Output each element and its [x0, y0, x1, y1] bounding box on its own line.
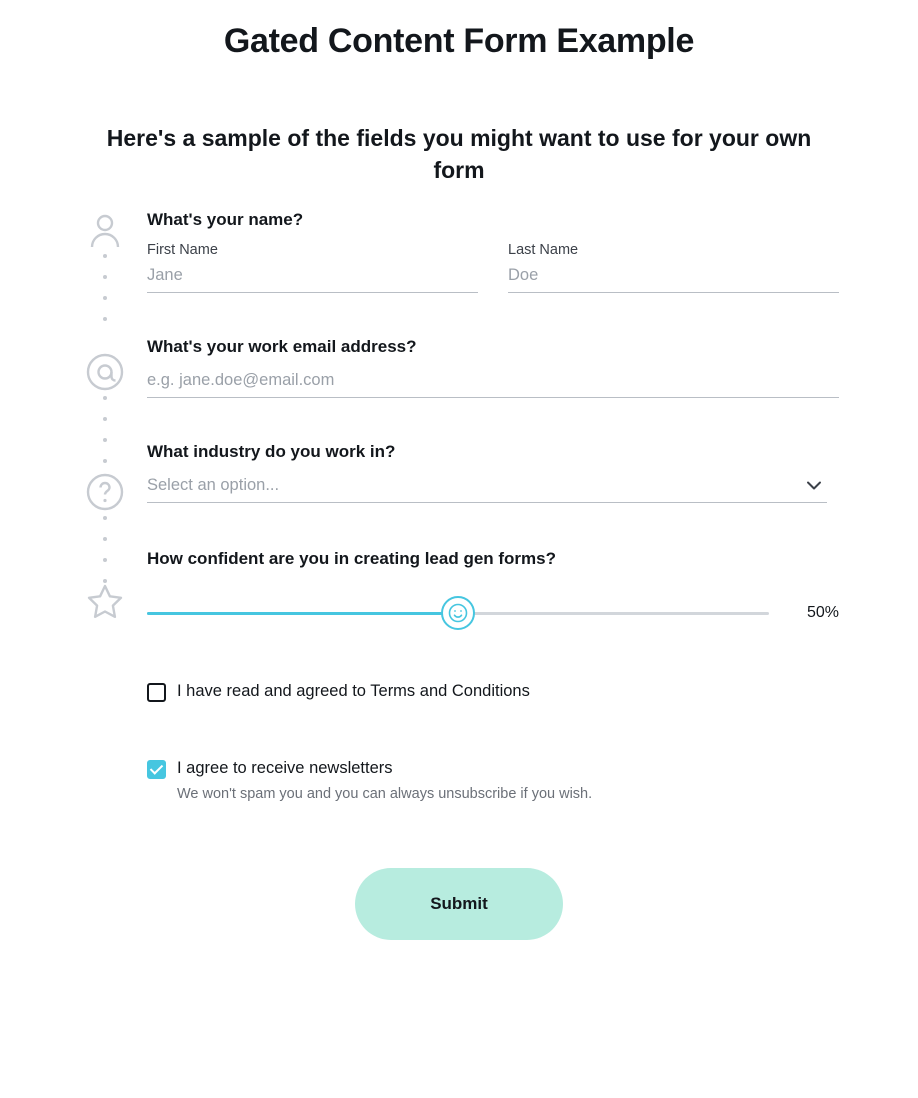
email-question: What's your work email address? [147, 337, 417, 357]
field-confidence [79, 549, 839, 631]
page-subtitle: Here's a sample of the fields you might want to use for your own form [106, 125, 812, 183]
first-name-input[interactable] [147, 264, 478, 293]
last-name-label: Last Name [508, 242, 579, 259]
field-name [79, 210, 839, 293]
newsletter-checkbox[interactable] [147, 760, 166, 779]
industry-select[interactable] [147, 474, 827, 503]
last-name-input[interactable] [508, 264, 839, 293]
confidence-question: How confident are you in creating lead gen forms? [147, 549, 557, 569]
gated-content-form [79, 210, 839, 940]
submit-button[interactable]: Submit [355, 868, 563, 940]
terms-checkbox[interactable] [147, 683, 166, 702]
slider-thumb[interactable] [441, 596, 475, 630]
first-name-group [147, 242, 478, 293]
industry-question: What industry do you work in? [147, 442, 396, 462]
terms-checkbox-row[interactable] [79, 681, 839, 702]
page-title: Gated Content Form Example [223, 22, 695, 60]
slider-value-label: 50% [806, 604, 839, 622]
last-name-group [508, 242, 839, 293]
newsletter-label: I agree to receive newsletters [177, 758, 393, 777]
newsletter-checkbox-row[interactable] [79, 758, 839, 802]
slider-track-fill [147, 612, 458, 615]
field-industry [79, 442, 839, 503]
confidence-slider[interactable] [147, 595, 769, 631]
name-question: What's your name? [147, 210, 304, 230]
newsletter-help-text: We won't spam you and you can always unsubscribe if you wish. [177, 786, 593, 803]
terms-label: I have read and agreed to Terms and Conditions [177, 682, 530, 701]
first-name-label: First Name [147, 242, 218, 259]
field-email [79, 337, 839, 398]
email-input[interactable] [147, 369, 839, 398]
